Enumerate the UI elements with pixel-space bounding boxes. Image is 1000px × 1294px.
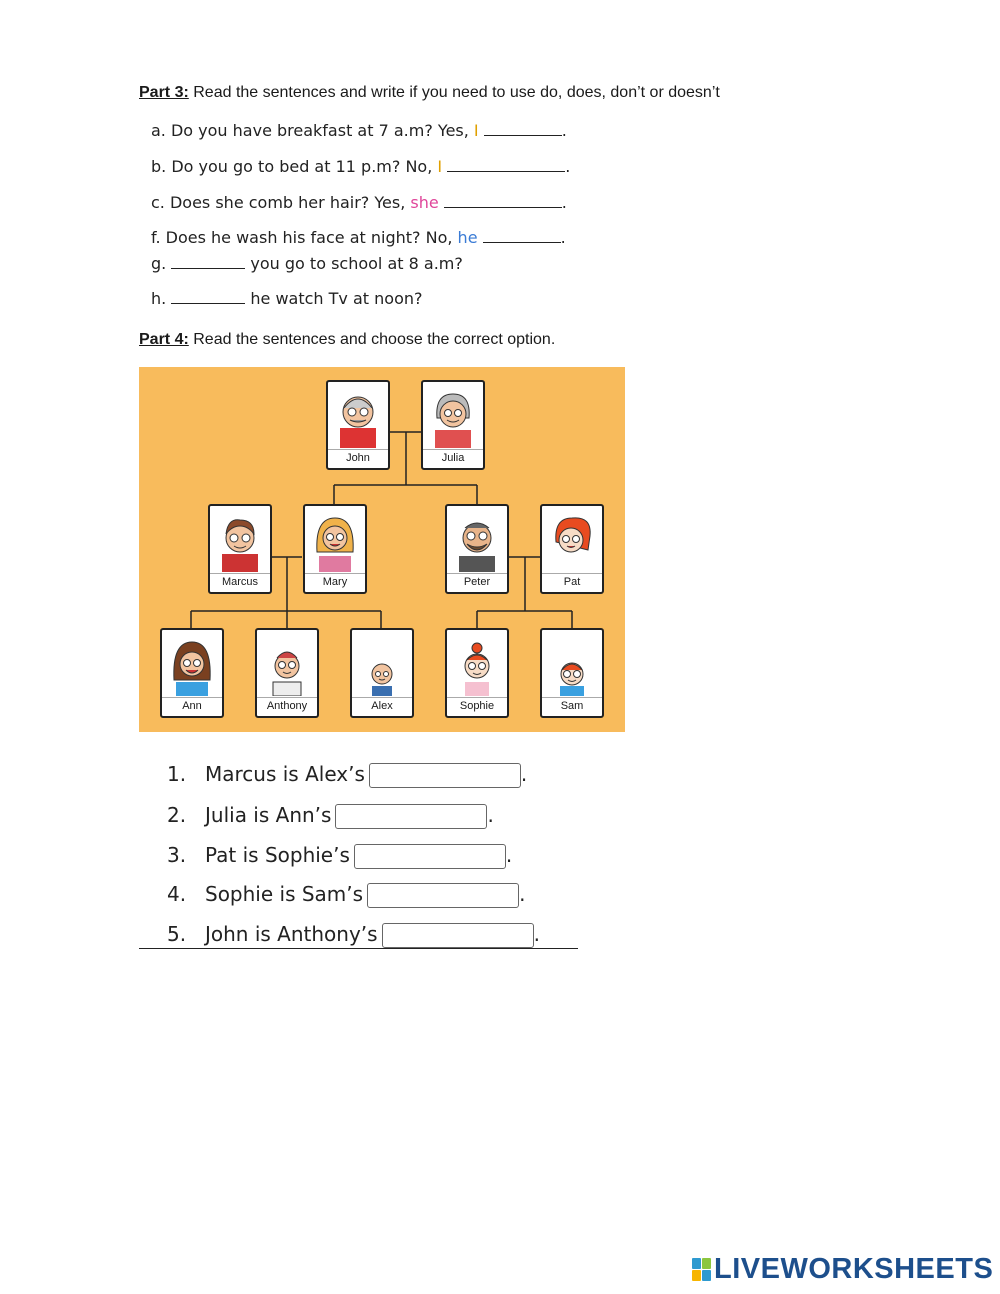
exercise-end: . <box>560 228 566 247</box>
exercise-pronoun: I <box>437 157 443 176</box>
exercise-item-b <box>151 157 570 177</box>
card-pat <box>540 504 604 594</box>
question-end: . <box>505 843 513 867</box>
question-number: 4. <box>167 882 187 906</box>
answer-blank[interactable] <box>171 290 245 304</box>
part3-label: Part 3: <box>139 84 189 101</box>
answer-blank[interactable] <box>484 122 562 136</box>
card-julia <box>421 380 485 470</box>
question-number: 1. <box>167 762 187 786</box>
question-end: . <box>533 922 540 946</box>
question-end: . <box>520 762 528 786</box>
card-sophie <box>445 628 509 718</box>
question-end: . <box>487 803 494 827</box>
answer-select[interactable] <box>382 923 534 948</box>
girl-face-icon <box>170 636 214 696</box>
toddler-boy-face-icon <box>550 656 594 696</box>
exercise-text: c. Does she comb her hair? Yes, <box>151 193 411 212</box>
exercise-text: a. Do you have breakfast at 7 a.m? Yes, <box>151 121 474 140</box>
card-peter <box>445 504 509 594</box>
family-tree <box>139 367 625 732</box>
answer-select[interactable] <box>354 844 506 869</box>
exercise-text: b. Do you go to bed at 11 p.m? No, <box>151 157 438 176</box>
exercise-pronoun: she <box>410 193 439 212</box>
liveworksheets-logo[interactable] <box>692 1253 993 1286</box>
exercise-item-a <box>151 121 567 141</box>
answer-select[interactable] <box>369 763 521 788</box>
card-ann <box>160 628 224 718</box>
exercise-pronoun: I <box>473 121 479 140</box>
question-text: Julia is Ann’s <box>205 803 332 827</box>
question-row-1 <box>167 760 527 788</box>
logo-grid-icon <box>692 1258 711 1281</box>
divider-line <box>139 948 578 949</box>
bearded-man-face-icon <box>455 512 499 572</box>
answer-select[interactable] <box>367 883 519 908</box>
card-sam <box>540 628 604 718</box>
brand-name: LIVEWORKSHEETS <box>714 1253 994 1285</box>
exercise-end: . <box>561 121 567 140</box>
part4-instruction: Read the sentences and choose the correct option. <box>188 331 556 348</box>
answer-blank[interactable] <box>483 229 561 243</box>
part3-heading <box>139 83 720 103</box>
question-number: 2. <box>167 803 187 827</box>
exercise-end: . <box>561 193 567 212</box>
question-row-5 <box>167 920 540 948</box>
question-text: Pat is Sophie’s <box>205 843 350 867</box>
logo-tile-e <box>702 1270 711 1281</box>
question-row-3 <box>167 841 512 869</box>
exercise-item-h <box>151 289 423 309</box>
card-anthony <box>255 628 319 718</box>
part3-instruction: Read the sentences and write if you need to use do, does, don’t or doesn’t <box>188 84 720 101</box>
part4-heading <box>139 330 555 350</box>
exercise-text: g. <box>151 254 172 273</box>
grandma-face-icon <box>431 388 475 448</box>
logo-tile-l <box>692 1258 701 1269</box>
card-john <box>326 380 390 470</box>
toddler-girl-face-icon <box>455 636 499 696</box>
card-name: Sophie <box>447 697 507 714</box>
card-name: Marcus <box>210 573 270 590</box>
card-marcus <box>208 504 272 594</box>
exercise-text: h. <box>151 289 172 308</box>
card-alex <box>350 628 414 718</box>
question-row-4 <box>167 880 525 908</box>
boy-face-icon <box>265 636 309 696</box>
exercise-item-c <box>151 193 567 213</box>
question-text: John is Anthony’s <box>205 922 378 946</box>
exercise-end: . <box>565 157 571 176</box>
card-name: Ann <box>162 697 222 714</box>
card-name: Anthony <box>257 697 317 714</box>
question-number: 5. <box>167 922 187 946</box>
answer-select[interactable] <box>335 804 487 829</box>
exercise-pronoun: he <box>457 228 478 247</box>
exercise-item-f <box>151 228 566 248</box>
card-name: Mary <box>305 573 365 590</box>
answer-blank[interactable] <box>444 194 562 208</box>
logo-tile-v <box>692 1270 701 1281</box>
redhead-woman-face-icon <box>550 512 594 572</box>
exercise-text-after: he watch Tv at noon? <box>245 289 423 308</box>
grandpa-face-icon <box>336 388 380 448</box>
logo-tile-i <box>702 1258 711 1269</box>
answer-blank[interactable] <box>171 255 245 269</box>
card-name: Alex <box>352 697 412 714</box>
answer-blank[interactable] <box>447 158 565 172</box>
question-text: Marcus is Alex’s <box>205 762 365 786</box>
exercise-text: f. Does he wash his face at night? No, <box>151 228 458 247</box>
part4-label: Part 4: <box>139 331 189 348</box>
question-end: . <box>519 882 526 906</box>
woman-face-icon <box>313 512 357 572</box>
question-text: Sophie is Sam’s <box>205 882 364 906</box>
question-row-2 <box>167 801 494 829</box>
baby-face-icon <box>360 656 404 696</box>
card-name: Peter <box>447 573 507 590</box>
card-name: John <box>328 449 388 466</box>
card-name: Sam <box>542 697 602 714</box>
exercise-text-after: you go to school at 8 a.m? <box>245 254 463 273</box>
exercise-item-g <box>151 254 463 274</box>
card-name: Julia <box>423 449 483 466</box>
question-number: 3. <box>167 843 187 867</box>
card-mary <box>303 504 367 594</box>
card-name: Pat <box>542 573 602 590</box>
man-face-icon <box>218 512 262 572</box>
